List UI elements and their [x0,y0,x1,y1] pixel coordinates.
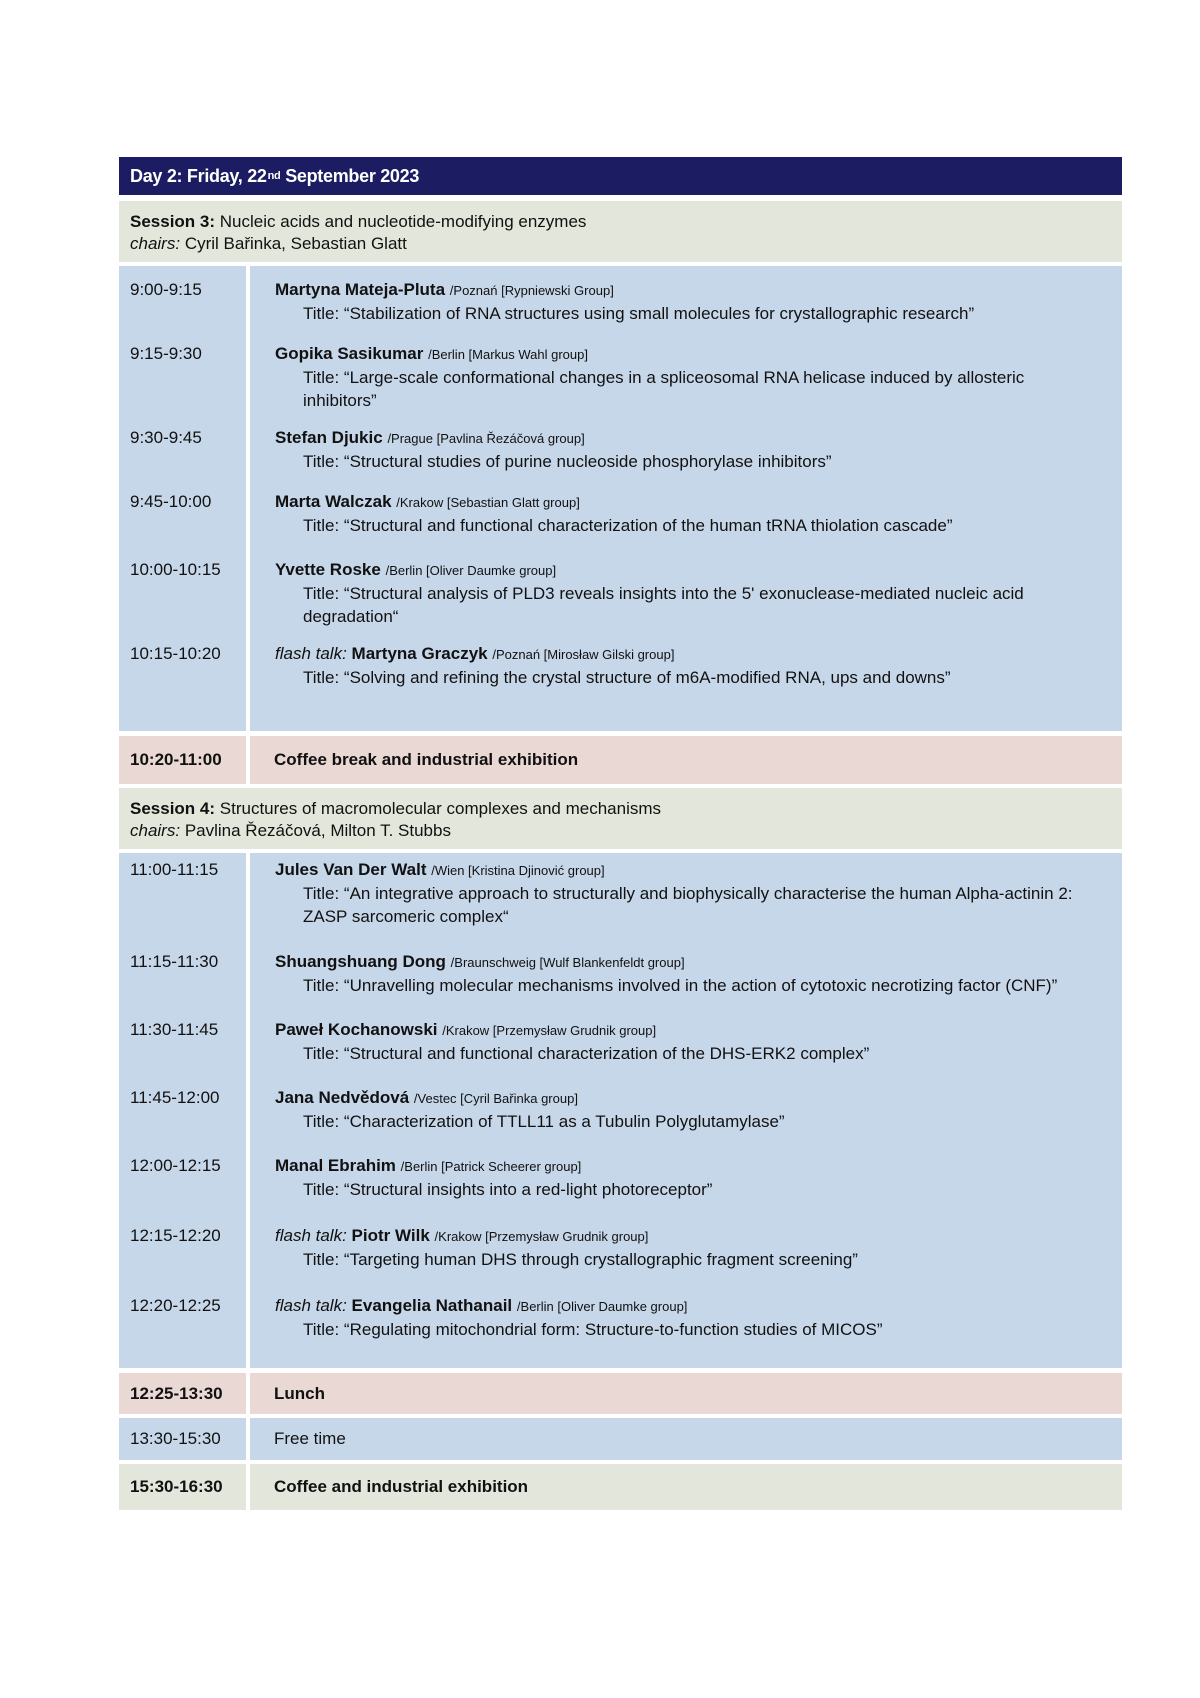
coffee-break-label: Coffee break and industrial exhibition [250,736,1122,784]
speaker-name: Gopika Sasikumar [275,344,424,363]
speaker-affiliation: /Poznań [Mirosław Gilski group] [492,647,675,662]
talk-row [119,490,1122,537]
talk-row [119,950,1122,997]
speaker-name: Martyna Mateja-Pluta [275,280,446,299]
flash-talk-label: flash talk: [275,1296,347,1315]
speaker-name: Jana Nedvědová [275,1088,410,1107]
talk-row [119,1154,1122,1201]
speaker-name: Yvette Roske [275,560,381,579]
day-prefix: Day 2: Friday, 22 [130,165,267,186]
session-3-chairs: Cyril Bařinka, Sebastian Glatt [184,234,407,253]
speaker-affiliation: /Berlin [Oliver Daumke group] [385,563,557,578]
talk-time: 9:45-10:00 [130,492,212,511]
session-4-label: Session 4: [130,799,216,818]
talk-row [119,642,1122,689]
talk-time: 9:00-9:15 [130,280,202,299]
day-header [119,157,1122,195]
lunch-time: 12:25-13:30 [119,1373,246,1414]
speaker-affiliation: /Berlin [Oliver Daumke group] [516,1299,688,1314]
speaker-name: Stefan Djukic [275,428,383,447]
speaker-affiliation: /Poznań [Rypniewski Group] [449,283,614,298]
free-time-label: Free time [250,1418,1122,1460]
session-4-header [119,788,1122,849]
talk-row [119,1018,1122,1065]
talk-title: Title: “Structural and functional characterization of the human tRNA thiolation cascade” [303,516,953,535]
speaker-name: Manal Ebrahim [275,1156,396,1175]
day-suffix: September 2023 [285,165,420,186]
speaker-name: Shuangshuang Dong [275,952,446,971]
speaker-name: Piotr Wilk [351,1226,430,1245]
talk-title: Title: “Structural studies of purine nucleoside phosphorylase inhibitors” [303,452,832,471]
flash-talk-label: flash talk: [275,644,347,663]
session-3-chairs-label: chairs: [130,234,181,253]
speaker-name: Jules Van Der Walt [275,860,427,879]
talk-title: Title: “Stabilization of RNA structures using small molecules for crystallographic research” [303,304,975,323]
talk-time: 12:00-12:15 [130,1156,221,1175]
day-ordinal-suffix: nd [267,170,281,182]
talk-title: Title: “Characterization of TTLL11 as a Tubulin Polyglutamylase” [303,1112,785,1131]
talk-time: 12:15-12:20 [130,1226,221,1245]
talk-title: Title: “Solving and refining the crystal structure of m6A-modified RNA, ups and downs” [303,668,951,687]
talk-time: 12:20-12:25 [130,1296,221,1315]
afternoon-coffee-row [119,1464,1122,1510]
session-3-title: Nucleic acids and nucleotide-modifying enzymes [219,212,587,231]
speaker-affiliation: /Braunschweig [Wulf Blankenfeldt group] [450,955,685,970]
coffee-break-time: 10:20-11:00 [119,736,246,784]
free-time-row [119,1418,1122,1460]
speaker-name: Evangelia Nathanail [351,1296,513,1315]
talk-row [119,558,1122,628]
speaker-affiliation: /Prague [Pavlina Řezáčová group] [387,431,585,446]
speaker-affiliation: /Wien [Kristina Djinović group] [431,863,605,878]
talk-title: Title: “Large-scale conformational changes in a spliceosomal RNA helicase induced by allosteric inhibitors” [303,368,1025,410]
talk-title: Title: “Structural and functional characterization of the DHS-ERK2 complex” [303,1044,870,1063]
lunch-label: Lunch [250,1373,1122,1414]
coffee-break-row [119,736,1122,784]
talk-title: Title: “Regulating mitochondrial form: Structure-to-function studies of MICOS” [303,1320,883,1339]
talk-title: Title: “An integrative approach to structurally and biophysically characterise the human Alpha-actinin 2: ZASP sarcomeric complex“ [303,884,1073,926]
talk-time: 10:15-10:20 [130,644,221,663]
session-3-header [119,201,1122,262]
afternoon-coffee-label: Coffee and industrial exhibition [250,1464,1122,1510]
talk-row [119,1086,1122,1133]
speaker-name: Paweł Kochanowski [275,1020,438,1039]
flash-talk-label: flash talk: [275,1226,347,1245]
talk-time: 10:00-10:15 [130,560,221,579]
talk-row [119,342,1122,412]
lunch-row [119,1373,1122,1414]
session-4-chairs: Pavlina Řezáčová, Milton T. Stubbs [184,821,451,840]
talk-time: 11:45-12:00 [130,1088,220,1107]
talk-title: Title: “Structural insights into a red-light photoreceptor” [303,1180,713,1199]
session-3-label: Session 3: [130,212,216,231]
speaker-affiliation: /Berlin [Markus Wahl group] [428,347,588,362]
talk-title: Title: “Targeting human DHS through crystallographic fragment screening” [303,1250,858,1269]
talk-time: 9:15-9:30 [130,344,202,363]
speaker-affiliation: /Berlin [Patrick Scheerer group] [400,1159,582,1174]
speaker-name: Martyna Graczyk [351,644,488,663]
speaker-affiliation: /Vestec [Cyril Bařinka group] [413,1091,578,1106]
talk-title: Title: “Unravelling molecular mechanisms involved in the action of cytotoxic necrotizing factor (CNF)” [303,976,1058,995]
talk-time: 9:30-9:45 [130,428,202,447]
talk-row [119,858,1122,928]
talk-row [119,278,1122,325]
talk-row [119,1294,1122,1341]
talk-row [119,1224,1122,1271]
speaker-name: Marta Walczak [275,492,392,511]
afternoon-coffee-time: 15:30-16:30 [119,1464,246,1510]
session-4-title: Structures of macromolecular complexes and mechanisms [219,799,662,818]
free-time-time: 13:30-15:30 [119,1418,246,1460]
talk-time: 11:15-11:30 [130,952,219,971]
talk-row [119,426,1122,473]
talk-title: Title: “Structural analysis of PLD3 reveals insights into the 5' exonuclease-mediated nucleic acid degradation“ [303,584,1024,626]
talk-time: 11:00-11:15 [130,860,219,879]
session-4-chairs-label: chairs: [130,821,181,840]
speaker-affiliation: /Krakow [Sebastian Glatt group] [396,495,580,510]
speaker-affiliation: /Krakow [Przemysław Grudnik group] [442,1023,657,1038]
speaker-affiliation: /Krakow [Przemysław Grudnik group] [434,1229,649,1244]
talk-time: 11:30-11:45 [130,1020,219,1039]
